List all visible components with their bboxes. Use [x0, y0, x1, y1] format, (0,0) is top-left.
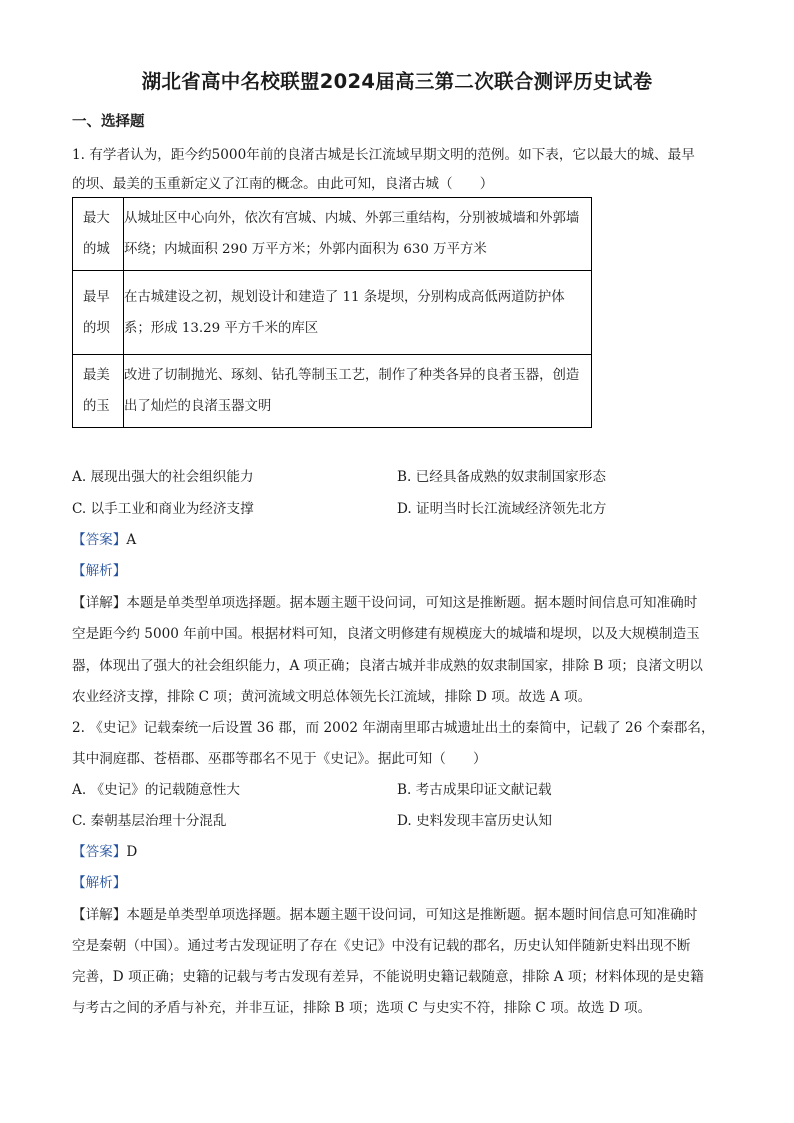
- detail-text: 本题是单类型单项选择题。据本题主题干设问词，可知这是推断题。据本题时间信息可知准确时: [126, 907, 698, 923]
- answer-label: 【答案】: [72, 844, 127, 860]
- q2-option-a[interactable]: A. 《史记》的记载随意性大: [72, 782, 240, 798]
- q2-option-b[interactable]: B. 考古成果印证文献记载: [397, 782, 552, 798]
- q1-option-a[interactable]: A. 展现出强大的社会组织能力: [72, 469, 254, 485]
- answer-value: D: [126, 844, 138, 860]
- q1-stem-line-1: 1. 有学者认为，距今约5000年前的良渚古城是长江流域早期文明的范例。如下表，它以最大的城、最早: [72, 147, 695, 163]
- table-row: [73, 198, 592, 271]
- q2-stem-line-1: 2. 《史记》记载秦统一后设置 36 郡，而 2002 年湖南里耶古城遗址出土的秦简中，记载了 26 个秦郡名，: [72, 720, 715, 736]
- q1-detail-line-1: [72, 591, 697, 611]
- table-cell: 从城址区中心向外，依次有宫城、内城、外郭三重结构，分别被城墙和外郭墙环绕；内城面积 290 万平方米；外郭内面积为 630 万平方米: [124, 211, 580, 257]
- detail-label: 【详解】: [72, 595, 127, 611]
- table-row: [73, 271, 592, 355]
- q1-option-d[interactable]: D. 证明当时长江流域经济领先北方: [397, 501, 607, 517]
- q1-answer: [72, 528, 136, 548]
- q2-detail-line-3: 完善，D 项正确；史籍的记载与考古发现有差异，不能说明史籍记载随意，排除 A 项；材料体现的是史籍: [72, 969, 704, 985]
- q1-option-b[interactable]: B. 已经具备成熟的奴隶制国家形态: [397, 469, 606, 485]
- table-row-head: 最美的玉: [83, 368, 110, 414]
- q1-stem-line-2: 的坝、最美的玉重新定义了江南的概念。由此可知，良渚古城（ ）: [72, 176, 494, 192]
- answer-label: 【答案】: [72, 532, 127, 548]
- q2-option-c[interactable]: C. 秦朝基层治理十分混乱: [72, 813, 227, 829]
- table-row-head: 最大的城: [83, 211, 110, 257]
- table-row: [73, 355, 592, 428]
- detail-label: 【详解】: [72, 907, 127, 923]
- table-cell: 在古城建设之初，规划设计和建造了 11 条堤坝，分别构成高低两道防护体系；形成 13.29 平方千米的库区: [124, 289, 565, 336]
- q2-option-d[interactable]: D. 史料发现丰富历史认知: [397, 813, 552, 829]
- q1-detail-line-4: 农业经济支撑，排除 C 项；黄河流域文明总体领先长江流域，排除 D 项。故选 A 项。: [72, 689, 592, 705]
- table-row-head: 最早的坝: [83, 289, 110, 336]
- q1-detail-line-2: 空是距今约 5000 年前中国。根据材料可知，良渚文明修建有规模庞大的城墙和堤坝，以及大规模制造玉: [72, 626, 700, 642]
- q1-option-c[interactable]: C. 以手工业和商业为经济支撑: [72, 501, 254, 517]
- section-heading: 一、选择题: [72, 114, 145, 130]
- answer-value: A: [126, 532, 137, 548]
- table-cell: 改进了切制抛光、琢刻、钻孔等制玉工艺，制作了种类各异的良者玉器，创造出了灿烂的良渚玉器文明: [124, 368, 580, 414]
- q2-detail-line-4: 与考古之间的矛盾与补充，并非互证，排除 B 项；选项 C 与史实不符，排除 C 项。故选 D 项。: [72, 1000, 652, 1016]
- page-title: 湖北省高中名校联盟2024届高三第二次联合测评历史试卷: [141, 70, 653, 93]
- detail-text: 本题是单类型单项选择题。据本题主题干设问词，可知这是推断题。据本题时间信息可知准确时: [126, 595, 698, 611]
- q1-detail-line-3: 器，体现出了强大的社会组织能力，A 项正确；良渚古城并非成熟的奴隶制国家，排除 B 项；良渚文明以: [72, 658, 703, 674]
- q2-answer: [72, 840, 137, 860]
- q1-analysis-label: 【解析】: [72, 563, 127, 579]
- q2-detail-line-2: 空是秦朝（中国）。通过考古发现证明了存在《史记》中没有记载的郡名，历史认知伴随新史料出现不断: [72, 938, 691, 954]
- q2-analysis-label: 【解析】: [72, 875, 127, 891]
- q2-stem-line-2: 其中洞庭郡、苍梧郡、巫郡等郡名不见于《史记》。据此可知（ ）: [72, 751, 487, 767]
- q2-detail-line-1: [72, 903, 697, 923]
- q1-table: [72, 197, 592, 428]
